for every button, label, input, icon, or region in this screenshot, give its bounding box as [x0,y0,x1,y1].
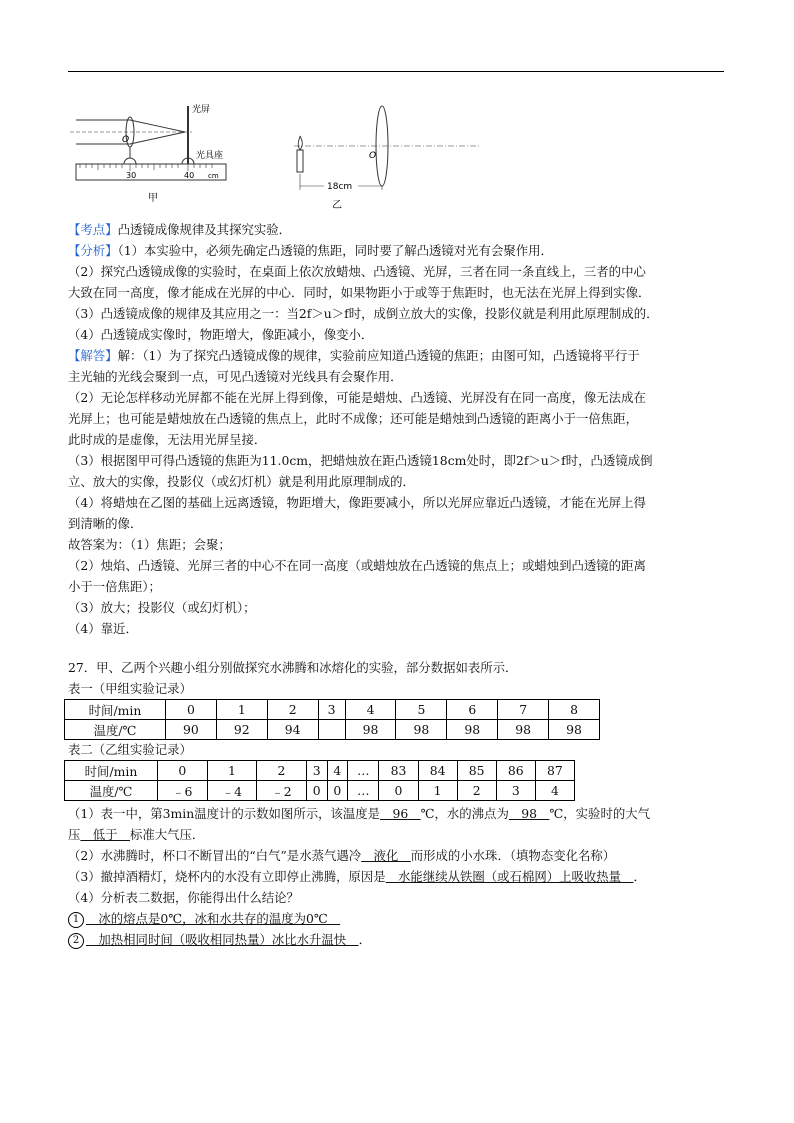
jieda-text-1a: 解：（1）为了探究凸透镜成像的规律，实验前应知道凸透镜的焦距；由图可知，凸透镜将平行于 [117,348,640,363]
table-cell: 87 [535,761,574,781]
unit-cm: cm [208,172,219,180]
answer-line-2b: 小于一倍焦距）； [68,579,161,594]
table-cell: 1 [216,700,267,720]
table1-row-temp [65,720,600,740]
table-cell: 1 [418,781,457,801]
table1 [64,699,600,740]
answer-line-0: 故答案为：（1）焦距；会聚； [68,537,231,552]
sub1-line-b [68,824,730,845]
table-cell: 98 [549,720,600,740]
table-cell: 84 [418,761,457,781]
kaodian-line [68,219,730,240]
table2-row-time [65,761,575,781]
table-cell: 7 [498,700,549,720]
sub2-text-1: （2）水沸腾时，杯口不断冒出的“白气”是水蒸气遇冷 [68,848,362,863]
table-cell: ﹣2 [257,781,307,801]
jieda-line-1b: 主光轴的光线会聚到一点，可见凸透镜对光线具有会聚作用． [68,369,403,384]
figure-yi [294,106,480,211]
sub4-line: （4）分析表二数据，你能得出什么结论？ [68,890,299,905]
sub2-line [68,845,730,866]
table-cell: 98 [447,720,498,740]
q27-stem: 27．甲、乙两个兴趣小组分别做探究水沸腾和冰熔化的实验，部分数据如表所示． [68,660,518,675]
answer-blank-98: 98 [508,806,550,821]
table-cell: 0 [306,781,327,801]
table-cell: 85 [457,761,496,781]
answer-blank-liquefy: 液化 [361,848,411,863]
jieda-line-2b: 光屏上；也可能是蜡烛放在凸透镜的焦点上，此时不成像；还可能是蜡烛到凸透镜的距离小于一倍焦距， [68,411,638,426]
table-cell: 90 [166,720,217,740]
circled-number: 1 [68,912,84,928]
table-cell: 温度/℃ [65,781,158,801]
fenxi-tag: 【分析】 [68,243,118,258]
sub1-text-4: 压 [68,827,81,842]
table-cell: 98 [396,720,447,740]
fenxi-text-1: （1）本实验中，必须先确定凸透镜的焦距，同时要了解凸透镜对光有会聚作用． [117,243,553,258]
jia-o-label: O [122,135,130,145]
table-cell: ﹣6 [158,781,208,801]
answer-blank-reason: 水能继续从铁圈（或石棉网）上吸收热量 [385,869,634,884]
jieda-line-2c: 此时成的是虚像，无法用光屏呈接． [68,432,267,447]
sub2-text-2: 而形成的小水珠．（填物态变化名称） [410,848,616,863]
kaodian-tag: 【考点】 [68,222,118,237]
conclusion-1 [68,908,730,929]
tick-30: 30 [126,171,137,180]
sub3-text-1: （3）撤掉酒精灯，烧杯内的水没有立即停止沸腾，原因是 [68,869,386,884]
answer-line-3: （3）放大；投影仪（或幻灯机）； [68,600,256,615]
sub3-text-2: ． [633,869,646,884]
sub1-text-2: ℃，水的沸点为 [420,806,509,821]
sub1-text-3: ℃，实验时的大气 [549,806,651,821]
fenxi-line-2b: 大致在同一高度，像才能成在光屏的中心．同时，如果物距小于或等于焦距时，也无法在光屏上得到实像． [68,285,651,300]
table-cell: 5 [396,700,447,720]
table-cell: 3 [496,781,535,801]
circled-number: 2 [68,933,84,949]
screen-label: 光屏 [192,105,211,115]
conclusion-1-answer: 冰的熔点是0℃，冰和水共存的温度为0℃ [86,911,341,926]
answer-blank-96: 96 [380,806,421,821]
kaodian-text: 凸透镜成像规律及其探究实验． [117,222,292,237]
yi-o-label: O [369,151,377,161]
table2-row-temp [65,781,575,801]
table-cell: 3 [306,761,327,781]
sub1-text-1: （1）表一中，第3min温度计的示数如图所示，该温度是 [68,806,381,821]
table-cell: 2 [457,781,496,801]
table-cell: 4 [327,761,348,781]
table-cell: 时间/min [65,761,158,781]
header-rule [68,71,724,72]
tick-40: 40 [184,171,195,180]
table1-row-time [65,700,600,720]
table-cell: 3 [318,700,345,720]
table-cell: 4 [535,781,574,801]
caption-jia: 甲 [148,193,158,204]
table-cell: 时间/min [65,700,166,720]
jieda-tag: 【解答】 [68,348,118,363]
caption-yi: 乙 [332,200,342,211]
table2-title: 表二（乙组实验记录） [68,742,192,757]
table-cell: 0 [379,781,418,801]
conclusion-2 [68,929,730,950]
sub1-line-a [68,803,730,824]
table-cell: 98 [345,720,396,740]
table-cell: 92 [216,720,267,740]
fenxi-line-1 [68,240,730,261]
jieda-line-2a: （2）无论怎样移动光屏都不能在光屏上得到像，可能是蜡烛、凸透镜、光屏没有在同一高度，像无法成在 [68,390,646,405]
table-cell [318,720,345,740]
fenxi-line-4: （4）凸透镜成实像时，物距增大，像距减小，像变小． [68,327,374,342]
fenxi-line-3: （3）凸透镜成像的规律及其应用之一：当2f＞u＞f时，成倒立放大的实像，投影仪就是利用此原理制成的． [68,306,659,321]
fenxi-line-2a: （2）探究凸透镜成像的实验时，在桌面上依次放蜡烛、凸透镜、光屏，三者在同一条直线上，三者的中心 [68,264,646,279]
jieda-line-1a [68,345,730,366]
answer-line-2a: （2）烛焰、凸透镜、光屏三者的中心不在同一高度（或蜡烛放在凸透镜的焦点上；或蜡烛到凸透镜的距离 [68,558,646,573]
table-cell: 0 [327,781,348,801]
table-cell: 94 [267,720,318,740]
table-cell: 0 [158,761,208,781]
answer-line-4: （4）靠近． [68,621,138,636]
table-cell: … [348,781,379,801]
figure-jia [70,103,226,204]
table-cell: 2 [257,761,307,781]
table-cell: 0 [166,700,217,720]
table-cell: 8 [549,700,600,720]
table-cell: 温度/℃ [65,720,166,740]
jieda-line-3a: （3）根据图甲可得凸透镜的焦距为11.0cm，把蜡烛放在距凸透镜18cm处时，即2f＞u＞f时，凸透镜成倒 [68,453,653,468]
jieda-line-4b: 到清晰的像． [68,516,143,531]
answer-blank-lower: 低于 [80,827,130,842]
jieda-line-4a: （4）将蜡烛在乙图的基础上远离透镜，物距增大，像距要减小，所以光屏应靠近凸透镜，才能在光屏上得 [68,495,646,510]
optics-figure [70,98,490,218]
table-cell: 98 [498,720,549,740]
conclusion-2-answer: 加热相同时间（吸收相同热量）冰比水升温快 [86,932,359,947]
table-cell: 4 [345,700,396,720]
table-cell: 6 [447,700,498,720]
sub3-line [68,866,730,887]
jieda-line-3b: 立、放大的实像，投影仪（或幻灯机）就是利用此原理制成的． [68,474,415,489]
table2 [64,760,575,801]
table-cell: … [348,761,379,781]
conclusion-2-end: ． [358,932,371,947]
table-cell: 2 [267,700,318,720]
sub1-text-5: 标准大气压． [129,827,205,842]
table-cell: 83 [379,761,418,781]
table1-title: 表一（甲组实验记录） [68,681,192,696]
distance-label: 18cm [327,182,353,192]
table-cell: 86 [496,761,535,781]
table-cell: ﹣4 [207,781,257,801]
table-cell: 1 [207,761,257,781]
bench-label: 光具座 [196,151,224,161]
